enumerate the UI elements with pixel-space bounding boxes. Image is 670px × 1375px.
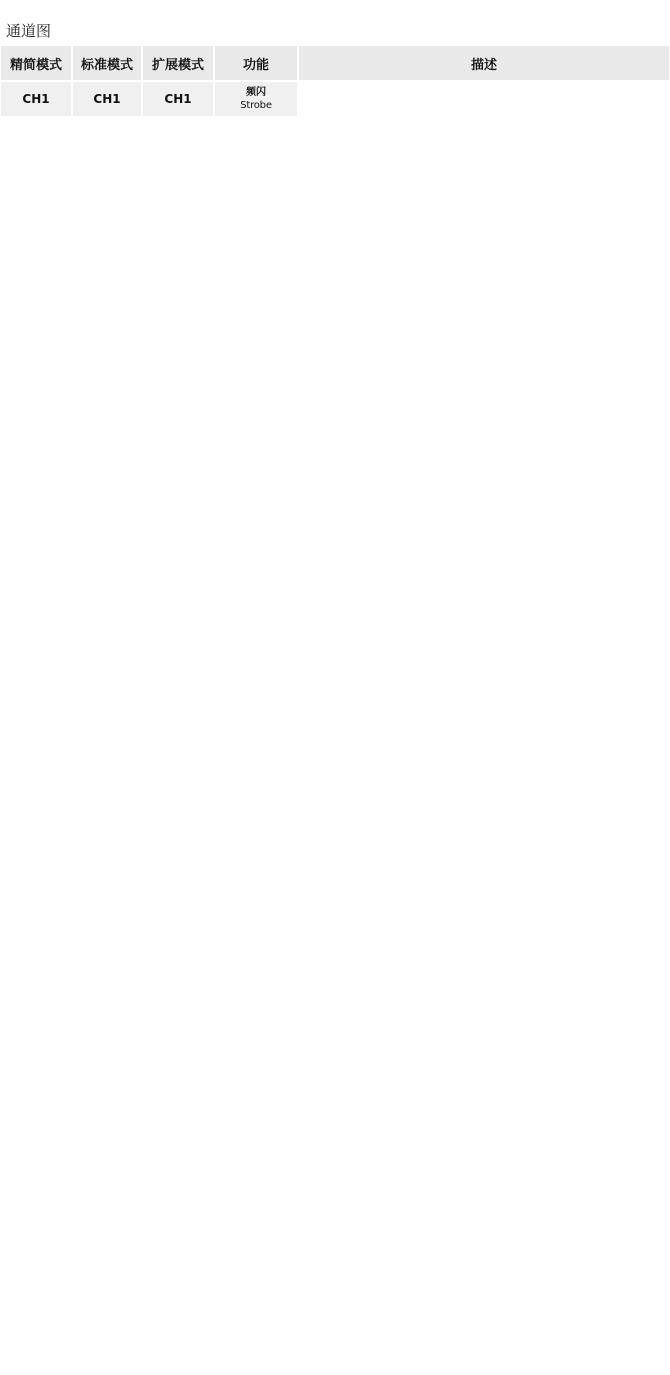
header-mode-standard: 标准模式 bbox=[73, 46, 141, 80]
function-name-cn: 频闪 bbox=[246, 86, 266, 98]
page-title: 通道图 bbox=[6, 22, 52, 40]
header-description: 描述 bbox=[299, 46, 669, 80]
header-mode-simple: 精简模式 bbox=[1, 46, 71, 80]
cell-mode-extended: CH1 bbox=[143, 82, 213, 116]
cell-mode-simple: CH1 bbox=[1, 82, 71, 116]
cell-description bbox=[298, 82, 670, 116]
description-graphic bbox=[298, 82, 670, 115]
table-row bbox=[0, 82, 670, 116]
header-mode-extended: 扩展模式 bbox=[143, 46, 213, 80]
function-name-en: Strobe bbox=[240, 99, 272, 111]
cell-function bbox=[215, 82, 297, 116]
cell-mode-standard: CH1 bbox=[73, 82, 141, 116]
header-function: 功能 bbox=[215, 46, 297, 80]
